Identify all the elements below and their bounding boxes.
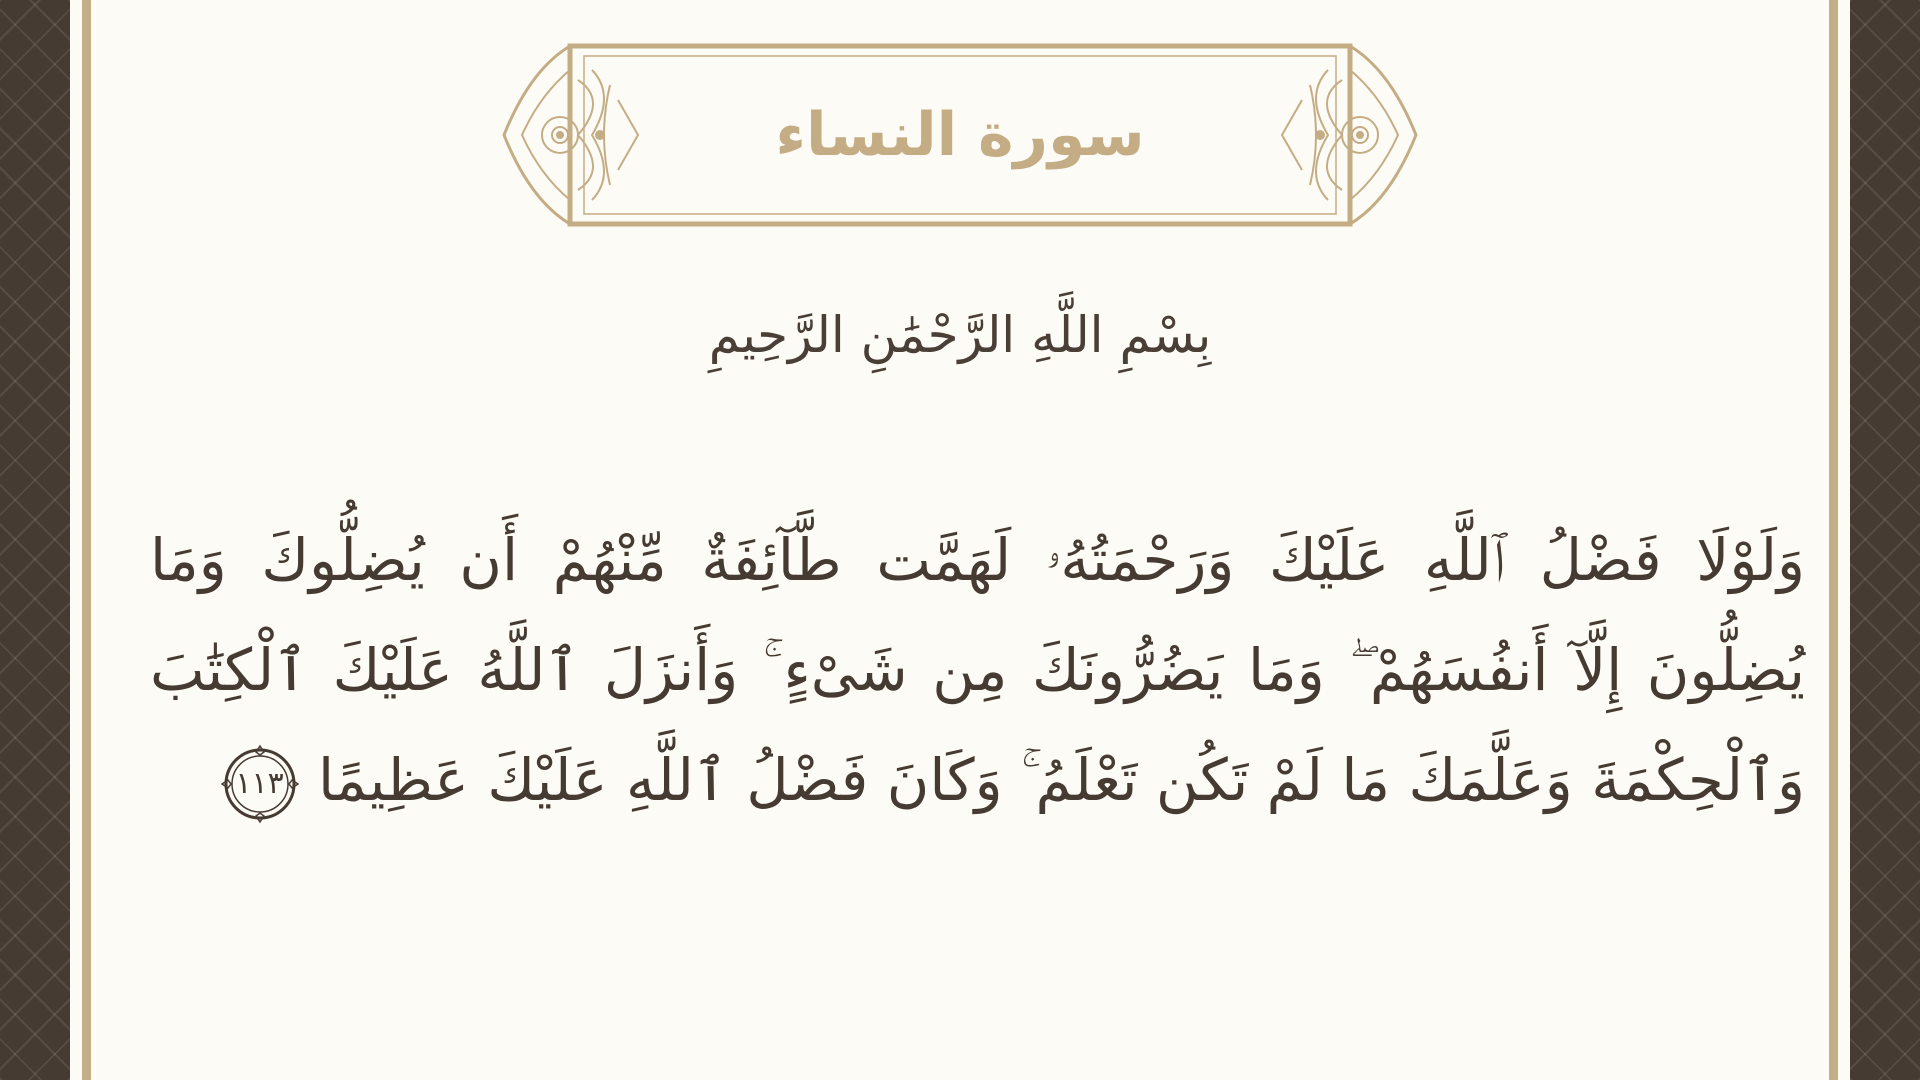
verse-line-1: وَلَوْلَا فَضْلُ ٱللَّهِ عَلَيْكَ وَرَحْمَتُهُۥ لَهَمَّت طَّآئِفَةٌ مِّنْهُمْ أَن يُضِلُّوكَ وَمَا (150, 526, 1805, 594)
bismillah-calligraphy: بِسْمِ اللَّهِ الرَّحْمَٰنِ الرَّحِيمِ (708, 306, 1212, 364)
ayah-end-marker (220, 744, 300, 824)
ayah-number: ١١٣ (235, 765, 284, 801)
verse-line-3 (150, 725, 1805, 835)
surah-name-title: سورة النساء (775, 100, 1145, 170)
verse-text-block (150, 505, 1805, 835)
right-border-gap (1838, 0, 1850, 1080)
right-gold-line (1829, 0, 1838, 1080)
verse-line-2: يُضِلُّونَ إِلَّآ أَنفُسَهُمْ ۖ وَمَا يَضُرُّونَكَ مِن شَىْءٍ ۚ وَأَنزَلَ ٱللَّهُ عَلَيْكَ ٱلْكِتَٰبَ (150, 636, 1805, 704)
left-border-gap (70, 0, 82, 1080)
surah-header-banner (500, 40, 1420, 230)
left-gold-line (82, 0, 91, 1080)
verse-line-3-text: وَٱلْحِكْمَةَ وَعَلَّمَكَ مَا لَمْ تَكُن تَعْلَمُ ۚ وَكَانَ فَضْلُ ٱللَّهِ عَلَيْكَ عَظِيمًا (318, 746, 1805, 814)
right-decorative-border (1850, 0, 1920, 1080)
left-decorative-border (0, 0, 70, 1080)
